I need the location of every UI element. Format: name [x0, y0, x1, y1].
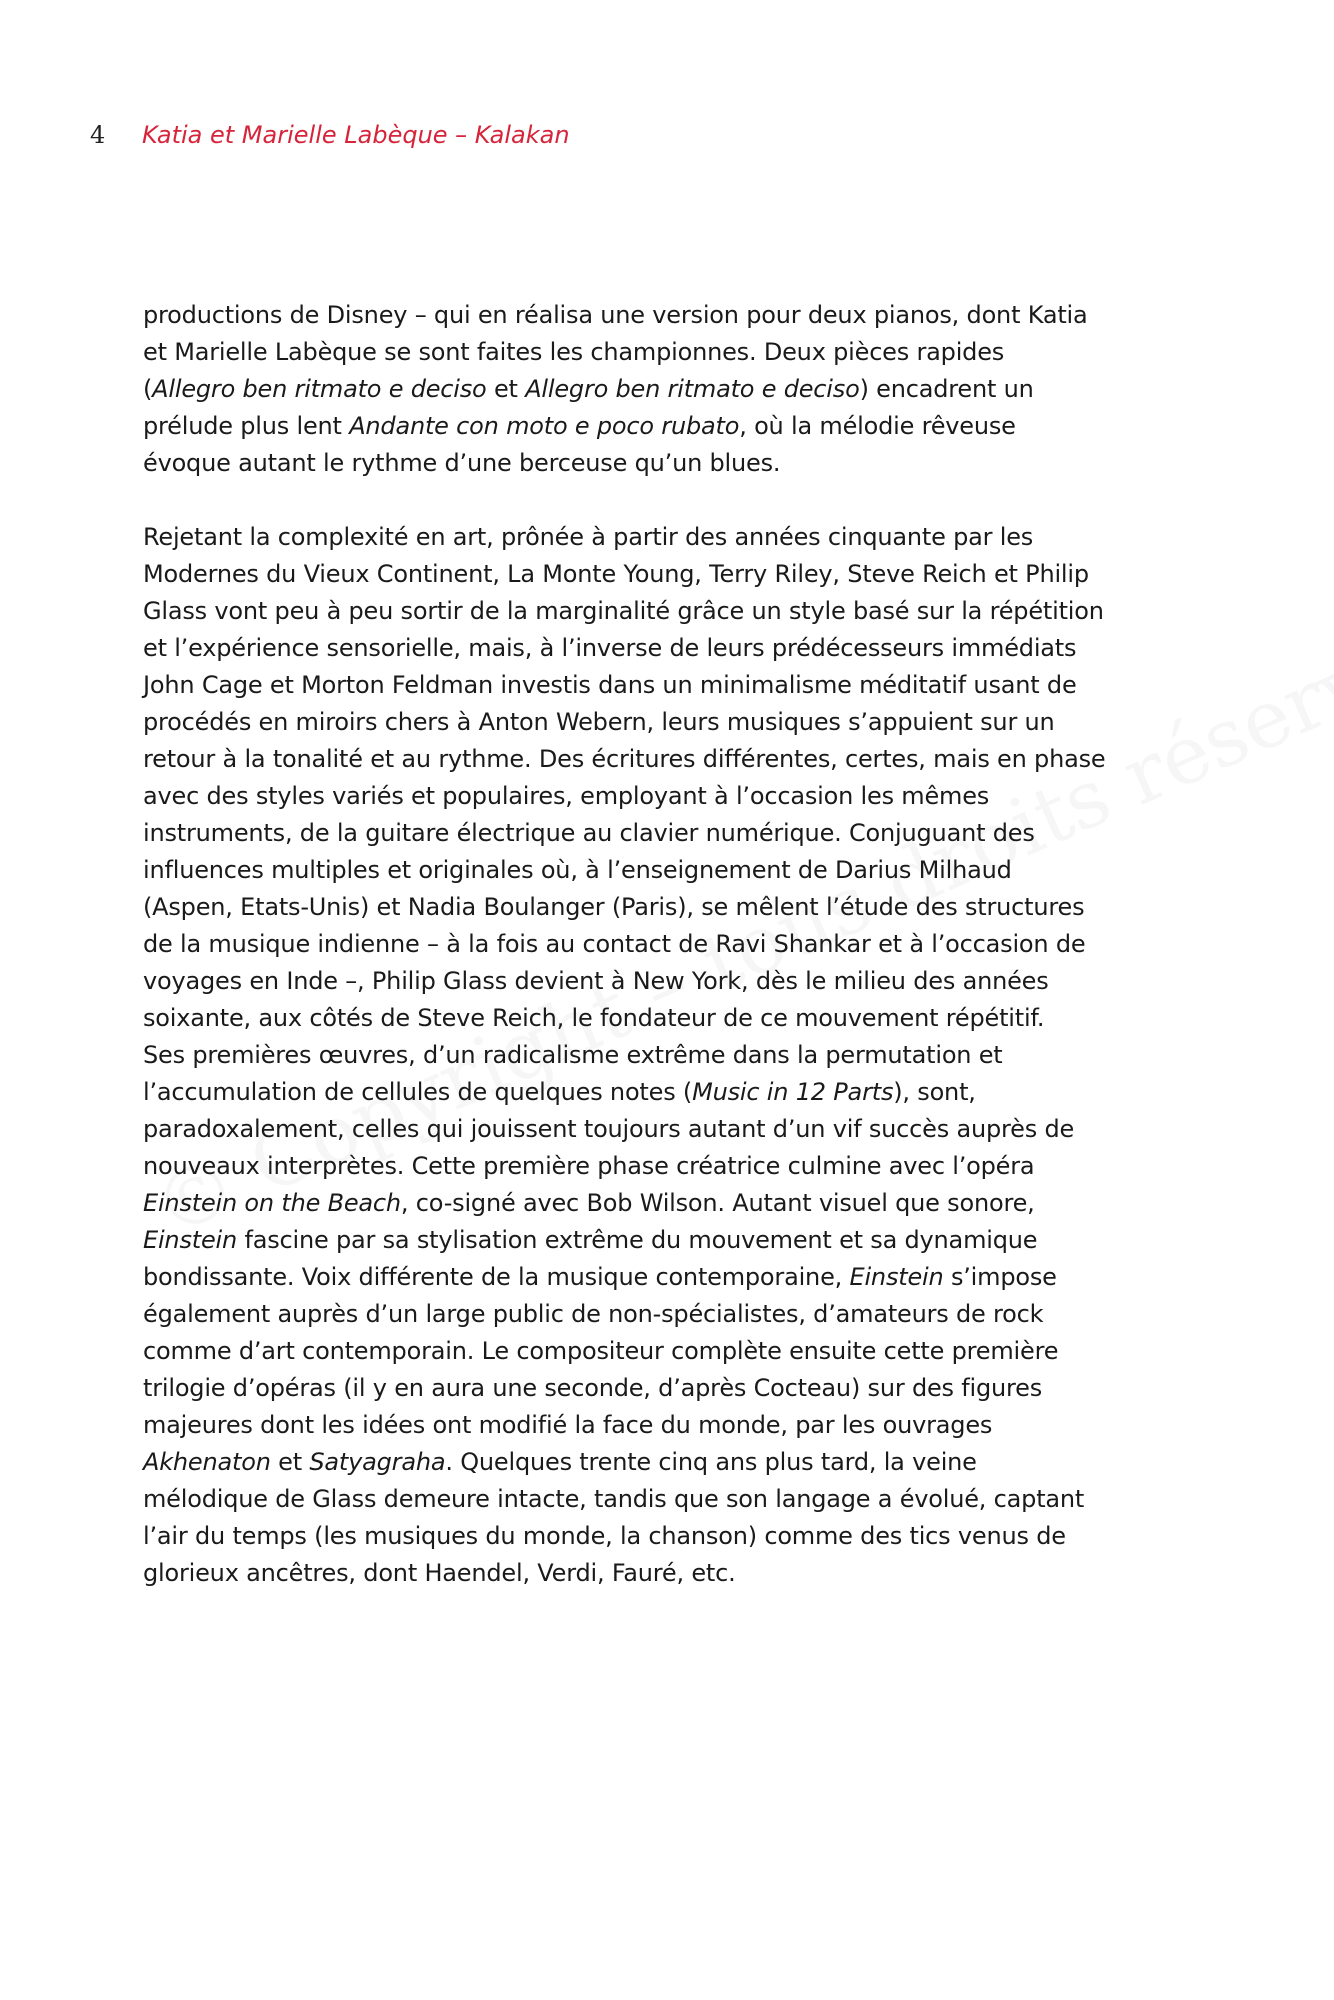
- text-run: influences multiples et originales où, à l’enseignement de Darius Milhaud: [143, 856, 1012, 884]
- text-line: [143, 1333, 1203, 1370]
- text-run: prélude plus lent: [143, 412, 350, 440]
- text-line: [143, 297, 1203, 334]
- text-run: paradoxalement, celles qui jouissent toujours autant d’un vif succès auprès de: [143, 1115, 1075, 1143]
- text-run: l’accumulation de cellules de quelques notes (: [143, 1078, 693, 1106]
- running-title: Katia et Marielle Labèque – Kalakan: [142, 121, 570, 149]
- text-line: [143, 556, 1203, 593]
- text-run: productions de Disney – qui en réalisa une version pour deux pianos, dont Katia: [143, 301, 1088, 329]
- text-line: [143, 371, 1203, 408]
- text-run: s’impose: [943, 1263, 1057, 1291]
- text-line: [143, 815, 1203, 852]
- text-line: [143, 667, 1203, 704]
- italic-title: Einstein: [143, 1226, 238, 1254]
- text-line: [143, 445, 1203, 482]
- italic-title: Satyagraha: [309, 1448, 446, 1476]
- text-run: glorieux ancêtres, dont Haendel, Verdi, Fauré, etc.: [143, 1559, 736, 1587]
- text-line: [143, 519, 1203, 556]
- text-run: et l’expérience sensorielle, mais, à l’inverse de leurs prédécesseurs immédiats: [143, 634, 1077, 662]
- text-line: [143, 1481, 1203, 1518]
- text-run: et Marielle Labèque se sont faites les championnes. Deux pièces rapides: [143, 338, 1005, 366]
- text-run: et: [486, 375, 526, 403]
- text-run: (: [143, 375, 153, 403]
- text-run: avec des styles variés et populaires, employant à l’occasion les mêmes: [143, 782, 990, 810]
- text-run: l’air du temps (les musiques du monde, la chanson) comme des tics venus de: [143, 1522, 1066, 1550]
- text-line: [143, 741, 1203, 778]
- italic-title: Music in 12 Parts: [692, 1078, 894, 1106]
- text-run: John Cage et Morton Feldman investis dans un minimalisme méditatif usant de: [143, 671, 1077, 699]
- text-line: [143, 593, 1203, 630]
- text-line: [143, 1148, 1203, 1185]
- text-line: [143, 1407, 1203, 1444]
- text-line: [143, 334, 1203, 371]
- text-line: [143, 1444, 1203, 1481]
- italic-title: Allegro ben ritmato e deciso: [525, 375, 860, 403]
- text-run: Modernes du Vieux Continent, La Monte Young, Terry Riley, Steve Reich et Philip: [143, 560, 1089, 588]
- text-run: Glass vont peu à peu sortir de la marginalité grâce un style basé sur la répétition: [143, 597, 1104, 625]
- text-run: (Aspen, Etats-Unis) et Nadia Boulanger (Paris), se mêlent l’étude des structures: [143, 893, 1085, 921]
- text-line: [143, 1555, 1203, 1592]
- text-run: et: [270, 1448, 310, 1476]
- paragraph: [143, 519, 1203, 1592]
- text-run: ) encadrent un: [859, 375, 1034, 403]
- text-run: comme d’art contemporain. Le compositeur complète ensuite cette première: [143, 1337, 1059, 1365]
- italic-title: Allegro ben ritmato e deciso: [152, 375, 487, 403]
- running-head: [90, 118, 570, 152]
- text-line: [143, 408, 1203, 445]
- text-run: fascine par sa stylisation extrême du mouvement et sa dynamique: [237, 1226, 1038, 1254]
- text-line: [143, 963, 1203, 1000]
- text-line: [143, 1296, 1203, 1333]
- text-run: soixante, aux côtés de Steve Reich, le fondateur de ce mouvement répétitif.: [143, 1004, 1045, 1032]
- text-line: [143, 1518, 1203, 1555]
- text-line: [143, 1185, 1203, 1222]
- text-line: [143, 630, 1203, 667]
- text-run: Rejetant la complexité en art, prônée à partir des années cinquante par les: [143, 523, 1034, 551]
- text-run: voyages en Inde –, Philip Glass devient à New York, dès le milieu des années: [143, 967, 1049, 995]
- text-run: , où la mélodie rêveuse: [739, 412, 1016, 440]
- text-run: mélodique de Glass demeure intacte, tandis que son langage a évolué, captant: [143, 1485, 1085, 1513]
- page-number: 4: [90, 121, 106, 149]
- text-line: [143, 1259, 1203, 1296]
- text-run: instruments, de la guitare électrique au clavier numérique. Conjuguant des: [143, 819, 1035, 847]
- text-run: évoque autant le rythme d’une berceuse qu’un blues.: [143, 449, 781, 477]
- italic-title: Andante con moto e poco rubato: [349, 412, 740, 440]
- italic-title: Einstein: [849, 1263, 944, 1291]
- text-line: [143, 1222, 1203, 1259]
- text-run: trilogie d’opéras (il y en aura une seconde, d’après Cocteau) sur des figures: [143, 1374, 1043, 1402]
- text-run: procédés en miroirs chers à Anton Webern, leurs musiques s’appuient sur un: [143, 708, 1055, 736]
- text-line: [143, 1370, 1203, 1407]
- text-run: , co-signé avec Bob Wilson. Autant visuel que sonore,: [400, 1189, 1035, 1217]
- text-run: également auprès d’un large public de non-spécialistes, d’amateurs de rock: [143, 1300, 1044, 1328]
- text-line: [143, 852, 1203, 889]
- italic-title: Akhenaton: [143, 1448, 271, 1476]
- text-line: [143, 1037, 1203, 1074]
- body-text: [143, 297, 1203, 1629]
- text-line: [143, 704, 1203, 741]
- text-run: . Quelques trente cinq ans plus tard, la veine: [445, 1448, 977, 1476]
- text-run: majeures dont les idées ont modifié la face du monde, par les ouvrages: [143, 1411, 993, 1439]
- text-line: [143, 926, 1203, 963]
- text-line: [143, 1000, 1203, 1037]
- text-line: [143, 1074, 1203, 1111]
- text-run: retour à la tonalité et au rythme. Des écritures différentes, certes, mais en phase: [143, 745, 1106, 773]
- text-run: ), sont,: [893, 1078, 976, 1106]
- text-run: de la musique indienne – à la fois au contact de Ravi Shankar et à l’occasion de: [143, 930, 1086, 958]
- text-line: [143, 1111, 1203, 1148]
- text-run: nouveaux interprètes. Cette première phase créatrice culmine avec l’opéra: [143, 1152, 1035, 1180]
- text-run: Ses premières œuvres, d’un radicalisme extrême dans la permutation et: [143, 1041, 1003, 1069]
- text-line: [143, 889, 1203, 926]
- paragraph: [143, 297, 1203, 482]
- text-run: bondissante. Voix différente de la musique contemporaine,: [143, 1263, 850, 1291]
- italic-title: Einstein on the Beach: [143, 1189, 401, 1217]
- text-line: [143, 778, 1203, 815]
